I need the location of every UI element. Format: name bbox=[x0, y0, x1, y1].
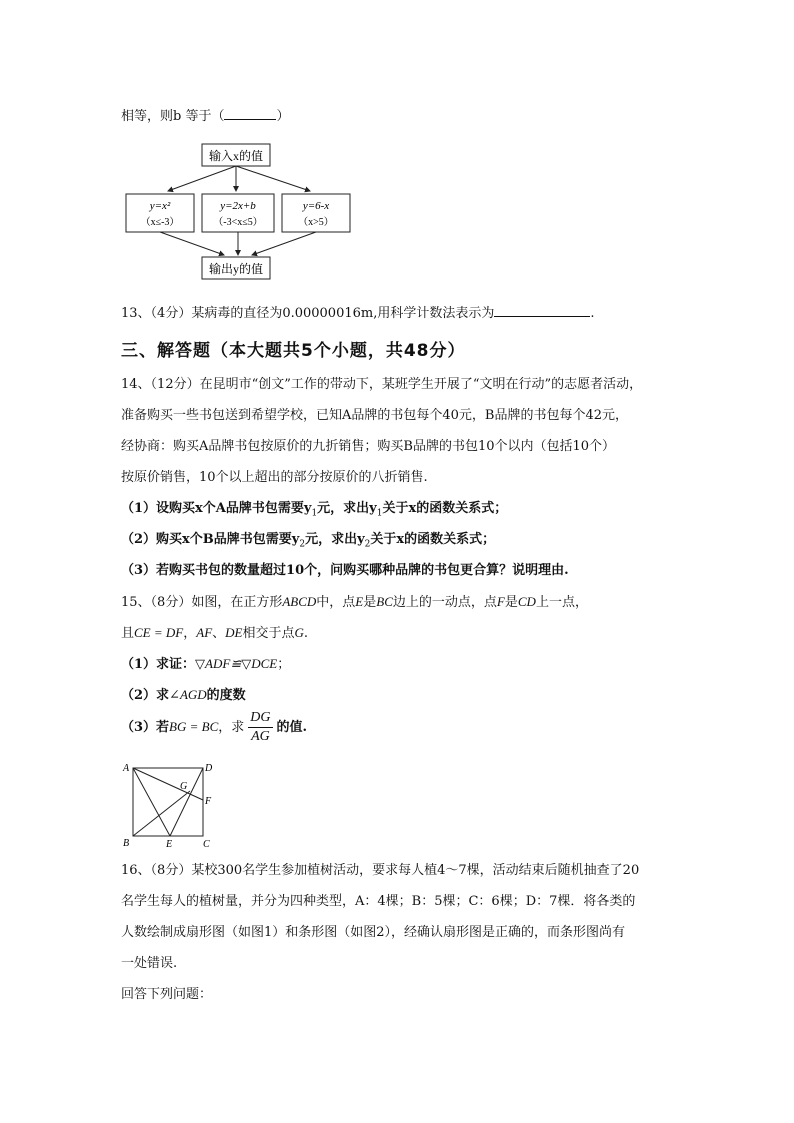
q15-l1-m3: BC bbox=[376, 594, 393, 609]
q15-l2-c: 、 bbox=[212, 626, 226, 641]
q14-sub-3: （3）若购买书包的数量超过10个，问购买哪种品牌的书包更合算？说明理由. bbox=[121, 563, 569, 578]
label-e: E bbox=[166, 839, 173, 850]
q14-sub2-sub: 2 bbox=[299, 539, 306, 550]
label-c: C bbox=[203, 839, 210, 850]
label-f: F bbox=[205, 796, 212, 807]
q15-sub1-b: ； bbox=[277, 657, 291, 672]
q15-l1-m5: CD bbox=[517, 594, 536, 609]
label-b: B bbox=[123, 838, 130, 849]
q14-sub2-sub2: 2 bbox=[364, 539, 371, 550]
q15-fraction bbox=[248, 711, 272, 744]
q12-close: ） bbox=[276, 109, 290, 124]
q13-end: . bbox=[590, 306, 595, 321]
q15-frac-den: AG bbox=[251, 729, 270, 744]
flow-arrow-right bbox=[236, 166, 310, 191]
q15-l2-m4: G bbox=[294, 625, 304, 640]
q14-line-2: 准备购买一些书包送到希望学校，已知A品牌的书包每个40元，B品牌的书包每个42元， bbox=[121, 408, 629, 423]
q15-sub3-b: ，求 bbox=[218, 720, 245, 735]
q14-sub2-a: （2）购买x个B品牌书包需要y bbox=[121, 532, 300, 547]
q15-l2-m3: DE bbox=[225, 625, 243, 640]
q15-l1-c: 是 bbox=[363, 595, 377, 610]
flow-merge-right bbox=[252, 232, 316, 255]
q14-sub-2 bbox=[121, 533, 495, 550]
q15-sub1-m: ▽ADF≌▽DCE bbox=[195, 656, 278, 671]
q15-sub3-a: （3）若 bbox=[121, 720, 170, 735]
flow-branch-3-formula: y=6-x bbox=[302, 200, 330, 212]
q15-l2-b: ， bbox=[183, 626, 197, 641]
q15-frac-num: DG bbox=[248, 711, 272, 728]
q16-line-2: 名学生每人的植树量，并分为四种类型，A：4棵；B：5棵；C：6棵；D：7棵．将各类的 bbox=[121, 894, 636, 909]
q15-line-2 bbox=[121, 626, 308, 640]
segment-de bbox=[170, 768, 203, 836]
segment-ae bbox=[133, 768, 170, 836]
flow-branch-2-formula: y=2x+b bbox=[220, 200, 256, 212]
q15-l2-m2: AF bbox=[196, 625, 213, 640]
section-3-title: 三、解答题（本大题共5个小题，共48分） bbox=[121, 341, 466, 361]
q14-sub1-sub2: 1 bbox=[376, 508, 383, 519]
q16-line-3: 人数绘制成扇形图（如图1）和条形图（如图2），经确认扇形图是正确的，而条形图尚有 bbox=[121, 925, 626, 940]
q15-l1-f: 上一点， bbox=[535, 595, 588, 610]
q16-tail: 回答下列问题： bbox=[121, 987, 213, 1002]
q14-sub1-sub: 1 bbox=[311, 508, 318, 519]
q13-text: 13、（4分）某病毒的直径为0.00000016m,用科学计数法表示为 bbox=[121, 306, 495, 321]
flow-output-text: 输出y的值 bbox=[208, 262, 264, 276]
square-figure bbox=[118, 758, 218, 850]
q14-line-1: 14、（12分）在昆明市“创文”工作的带动下，某班学生开展了“文明在行动”的志愿者活动， bbox=[121, 377, 643, 392]
flow-branch-3-cond: （x>5） bbox=[298, 217, 334, 228]
q16-line-1: 16、（8分）某校300名学生参加植树活动，要求每人植4～7棵，活动结束后随机抽查了20 bbox=[121, 863, 640, 878]
segment-af bbox=[133, 768, 203, 800]
q15-sub2-a: （2）求 bbox=[121, 688, 170, 703]
flow-merge-left bbox=[160, 232, 224, 255]
q12-tail bbox=[121, 106, 289, 123]
q12-text: 相等，则b 等于（ bbox=[121, 109, 225, 124]
flow-branch-2-cond: （-3<x≤5） bbox=[213, 217, 263, 228]
q14-line-3: 经协商：购买A品牌书包按原价的九折销售；购买B品牌的书包10个以内（包括10个） bbox=[121, 439, 616, 454]
q15-sub3-m: BG = BC bbox=[169, 719, 219, 734]
q15-l2-d: 相交于点 bbox=[242, 626, 295, 641]
q14-line-4: 按原价销售，10个以上超出的部分按原价的八折销售. bbox=[121, 470, 428, 485]
q13 bbox=[121, 303, 595, 320]
q15-line-1 bbox=[121, 595, 588, 609]
q15-l1-d: 边上的一动点，点 bbox=[392, 595, 497, 610]
q15-l1-a: 15、（8分）如图，在正方形 bbox=[121, 595, 283, 610]
q15-l1-m1: ABCD bbox=[282, 594, 317, 609]
q15-l2-m1: CE = DF bbox=[134, 625, 184, 640]
label-d: D bbox=[205, 763, 213, 774]
q15-l2-a: 且 bbox=[121, 626, 135, 641]
q14-sub2-c: 关于x的函数关系式； bbox=[370, 532, 496, 547]
flowchart bbox=[120, 138, 360, 283]
q15-l1-e: 是 bbox=[504, 595, 518, 610]
label-a: A bbox=[123, 763, 130, 774]
q14-sub2-b: 元，求出y bbox=[305, 532, 365, 547]
q15-l1-b: 中，点 bbox=[316, 595, 356, 610]
q15-sub2-m: ∠AGD bbox=[169, 687, 207, 702]
q15-sub2-b: 的度数 bbox=[206, 688, 246, 703]
label-g: G bbox=[180, 781, 188, 792]
flow-input-text: 输入x的值 bbox=[208, 149, 264, 163]
flow-branch-1-formula: y=x² bbox=[149, 200, 171, 212]
square-abcd bbox=[133, 768, 203, 836]
q14-sub-1 bbox=[121, 502, 507, 519]
flow-branch-1-cond: （x≤-3） bbox=[140, 217, 180, 228]
flow-arrow-left bbox=[168, 166, 236, 191]
q14-sub1-b: 元，求出y bbox=[317, 501, 377, 516]
q15-l1-m4: F bbox=[496, 594, 505, 609]
q15-sub-3 bbox=[121, 711, 307, 744]
q15-sub-1 bbox=[121, 657, 290, 671]
q12-answer-blank[interactable] bbox=[224, 106, 276, 120]
q15-sub-2 bbox=[121, 688, 246, 702]
q15-sub1-a: （1）求证： bbox=[121, 657, 196, 672]
q13-answer-blank[interactable] bbox=[494, 303, 590, 317]
q14-sub1-c: 关于x的函数关系式； bbox=[382, 501, 508, 516]
q16-line-4: 一处错误. bbox=[121, 956, 178, 971]
q14-sub1-a: （1）设购买x个A品牌书包需要y bbox=[121, 501, 312, 516]
q15-l2-e: . bbox=[303, 626, 309, 641]
q15-l1-m2: E bbox=[355, 594, 364, 609]
q15-sub3-c: 的值. bbox=[276, 720, 308, 735]
